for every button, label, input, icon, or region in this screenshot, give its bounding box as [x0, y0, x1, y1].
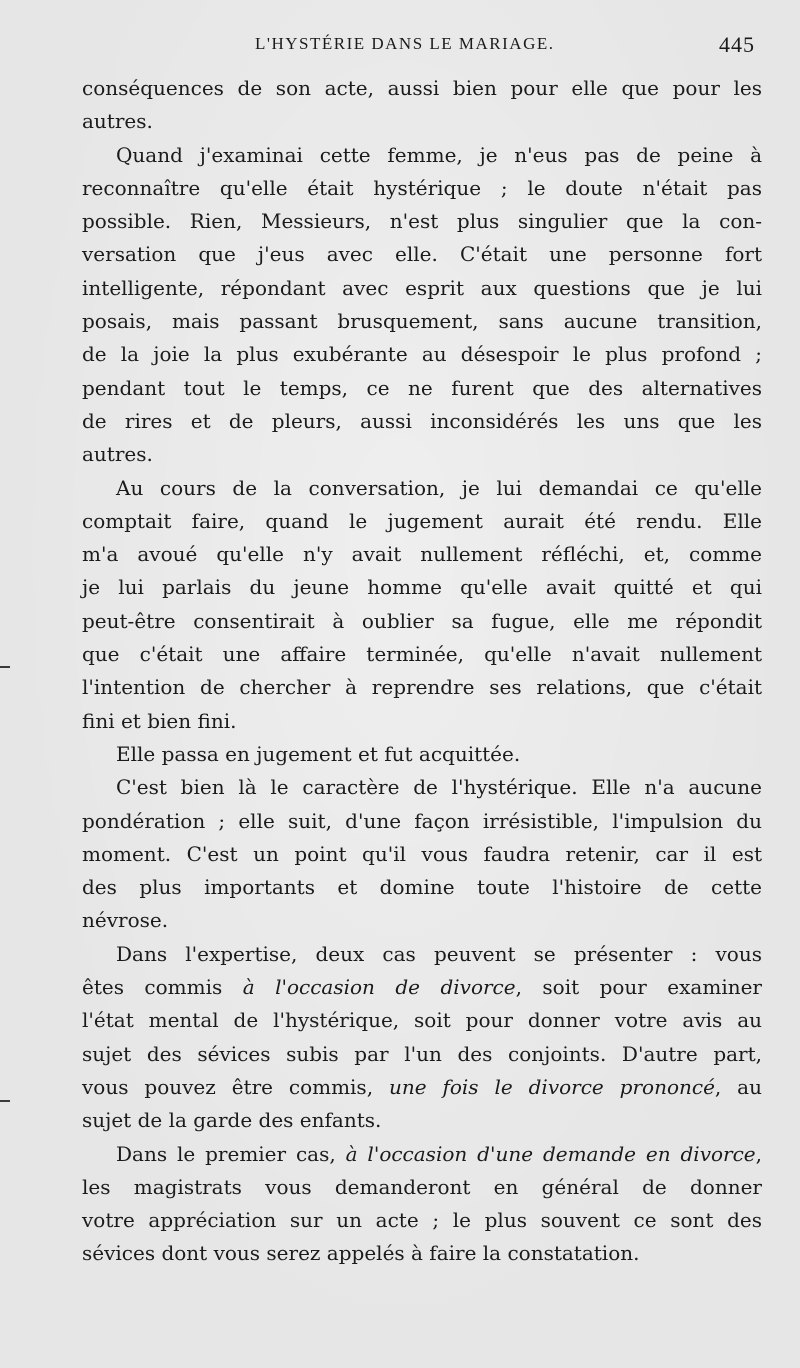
text-line: autres. [82, 442, 153, 467]
italic-segment: une fois le divorce prononcé [388, 1074, 715, 1099]
text-segment: , soit pour examiner [515, 975, 762, 1000]
margin-mark [0, 1100, 10, 1102]
italic-segment: à l'occasion d'une demande en divorce [345, 1141, 756, 1166]
text-line: comptait faire, quand le jugement aurait été rendu. Elle [82, 508, 762, 533]
text-line: fini et bien fini. [82, 708, 237, 733]
page-header [85, 34, 765, 58]
text-line: m'a avoué qu'elle n'y avait nullement réfléchi, et, comme [82, 542, 762, 567]
text-line: reconnaître qu'elle était hystérique ; le doute n'était pas [82, 175, 762, 200]
text-line: Quand j'examinai cette femme, je n'eus pas de peine à [116, 142, 762, 167]
text-line [82, 971, 762, 1004]
text-segment: êtes commis [82, 975, 243, 1000]
text-line: sujet de la garde des enfants. [82, 1108, 382, 1133]
running-title: L'HYSTÉRIE DANS LE MARIAGE. [255, 34, 555, 53]
text-line: sévices dont vous serez appelés à faire la constatation. [82, 1241, 640, 1266]
text-line: pondération ; elle suit, d'une façon irrésistible, l'impulsion du [82, 808, 762, 833]
text-segment: , [755, 1141, 762, 1166]
text-line: pendant tout le temps, ce ne furent que des alternatives [82, 375, 762, 400]
text-line: Elle passa en jugement et fut acquittée. [116, 741, 521, 766]
margin-mark [0, 666, 10, 668]
text-segment: , au [714, 1074, 762, 1099]
italic-segment: à l'occasion de divorce [242, 975, 516, 1000]
text-line: les magistrats vous demanderont en général de donner [82, 1174, 762, 1199]
text-line: de rires et de pleurs, aussi inconsidérés les uns que les [82, 408, 762, 433]
text-line [82, 1071, 762, 1104]
text-line: autres. [82, 109, 153, 134]
text-line: votre appréciation sur un acte ; le plus souvent ce sont des [82, 1208, 762, 1233]
text-line: l'état mental de l'hystérique, soit pour donner votre avis au [82, 1008, 762, 1033]
text-line: de la joie la plus exubérante au désespoir le plus profond ; [82, 342, 762, 367]
text-line: Au cours de la conversation, je lui demandai ce qu'elle [116, 475, 762, 500]
text-segment: vous pouvez être commis, [82, 1074, 389, 1099]
text-line: que c'était une affaire terminée, qu'elle n'avait nullement [82, 642, 762, 667]
text-line: sujet des sévices subis par l'un des conjoints. D'autre part, [82, 1041, 762, 1066]
text-line: l'intention de chercher à reprendre ses relations, que c'était [82, 675, 762, 700]
text-line: conséquences de son acte, aussi bien pour elle que pour les [82, 76, 762, 100]
text-segment: Dans l'expertise, deux cas peuvent se présenter : vous [116, 941, 762, 966]
text-segment: Dans le premier cas, [116, 1141, 346, 1166]
text-line: peut-être consentirait à oublier sa fugue, elle me répondit [82, 608, 762, 633]
text-line [82, 1138, 762, 1171]
text-line: C'est bien là le caractère de l'hystérique. Elle n'a aucune [116, 775, 762, 800]
text-line: possible. Rien, Messieurs, n'est plus singulier que la con- [82, 209, 762, 234]
text-line: je lui parlais du jeune homme qu'elle avait quitté et qui [82, 575, 762, 600]
body-text [82, 72, 762, 1271]
page-number: 445 [719, 32, 755, 57]
text-line: posais, mais passant brusquement, sans aucune transition, [82, 309, 762, 334]
text-line: versation que j'eus avec elle. C'était une personne fort [82, 242, 762, 267]
text-line: névrose. [82, 908, 169, 933]
text-line: moment. C'est un point qu'il vous faudra retenir, car il est [82, 841, 762, 866]
text-line [82, 938, 762, 971]
text-line: des plus importants et domine toute l'histoire de cette [82, 875, 762, 900]
text-line: intelligente, répondant avec esprit aux questions que je lui [82, 275, 762, 300]
